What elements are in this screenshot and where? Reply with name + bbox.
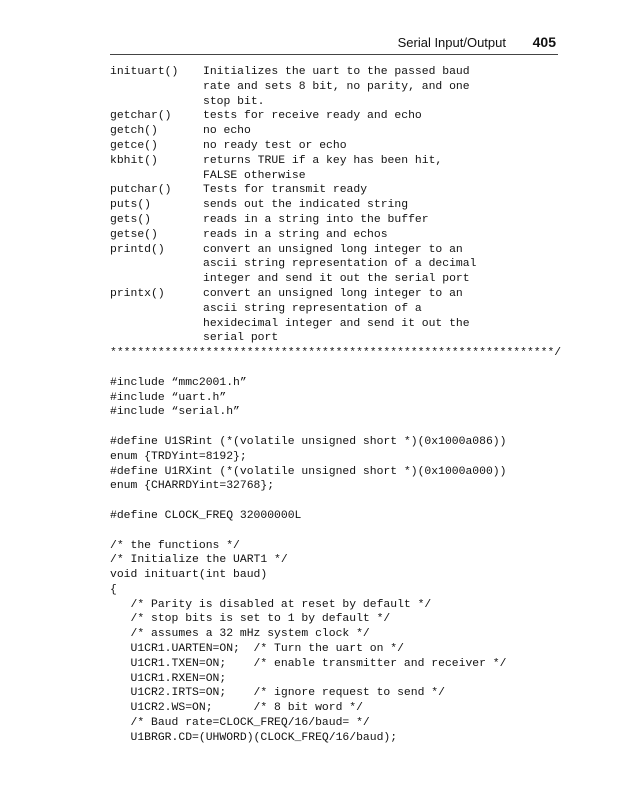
function-description: ascii string representation of a decimal xyxy=(203,258,477,271)
function-name: printd() xyxy=(110,243,165,256)
function-table-row xyxy=(110,331,570,346)
function-description: no ready test or echo xyxy=(203,139,347,152)
function-description: sends out the indicated string xyxy=(203,199,409,212)
code-line: #include “mmc2001.h” xyxy=(110,376,247,389)
code-line: U1CR1.TXEN=ON; /* enable transmitter and receiver */ xyxy=(110,657,507,670)
page-number: 405 xyxy=(532,34,556,50)
code-line: /* stop bits is set to 1 by default */ xyxy=(110,613,391,626)
code-line: U1BRGR.CD=(UHWORD)(CLOCK_FREQ/16/baud); xyxy=(110,731,398,744)
function-name xyxy=(110,331,203,346)
function-description: ascii string representation of a xyxy=(203,302,422,315)
function-description: no echo xyxy=(203,125,251,138)
function-table xyxy=(110,65,570,346)
function-table-row xyxy=(110,213,570,228)
function-name: printx() xyxy=(110,287,165,300)
function-table-row xyxy=(110,169,570,184)
function-name: kbhit() xyxy=(110,154,158,167)
function-name: getce() xyxy=(110,139,158,152)
code-line xyxy=(110,524,570,539)
function-description: serial port xyxy=(203,332,279,345)
function-description: convert an unsigned long integer to an xyxy=(203,243,463,256)
function-table-row xyxy=(110,80,570,95)
code-line: void inituart(int baud) xyxy=(110,569,268,582)
function-name xyxy=(110,80,203,95)
code-line: /* the functions */ xyxy=(110,539,240,552)
function-description: convert an unsigned long integer to an xyxy=(203,287,463,300)
function-description: hexidecimal integer and send it out the xyxy=(203,317,470,330)
code-line: /* assumes a 32 mHz system clock */ xyxy=(110,628,370,641)
code-line: /* Initialize the UART1 */ xyxy=(110,554,288,567)
function-table-row xyxy=(110,302,570,317)
function-name: getchar() xyxy=(110,110,172,123)
code-line: U1CR2.WS=ON; /* 8 bit word */ xyxy=(110,702,363,715)
code-line: U1CR1.RXEN=ON; xyxy=(110,672,227,685)
code-line: { xyxy=(110,583,117,596)
code-line: #include “uart.h” xyxy=(110,391,227,404)
function-table-row xyxy=(110,317,570,332)
code-line xyxy=(110,494,570,509)
function-description: returns TRUE if a key has been hit, xyxy=(203,154,443,167)
function-name xyxy=(110,95,203,110)
code-line: U1CR2.IRTS=ON; /* ignore request to send */ xyxy=(110,687,445,700)
code-line: #define CLOCK_FREQ 32000000L xyxy=(110,509,302,522)
function-table-row xyxy=(110,95,570,110)
code-line: /* Baud rate=CLOCK_FREQ/16/baud= */ xyxy=(110,717,370,730)
page-header xyxy=(110,32,558,55)
function-name xyxy=(110,272,203,287)
function-description: rate and sets 8 bit, no parity, and one xyxy=(203,80,470,93)
function-table-row xyxy=(110,65,570,80)
function-description: reads in a string and echos xyxy=(203,228,388,241)
function-description: Tests for transmit ready xyxy=(203,184,368,197)
code-line: U1CR1.UARTEN=ON; /* Turn the uart on */ xyxy=(110,643,404,656)
comment-end-line: *****************************************************************/ xyxy=(110,347,562,360)
function-name xyxy=(110,169,203,184)
code-listing xyxy=(110,65,570,746)
function-table-row xyxy=(110,272,570,287)
function-table-row xyxy=(110,139,570,154)
function-description: integer and send it out the serial port xyxy=(203,273,470,286)
code-body xyxy=(110,361,570,746)
code-line: /* Parity is disabled at reset by default */ xyxy=(110,598,432,611)
function-name xyxy=(110,257,203,272)
function-table-row xyxy=(110,183,570,198)
function-name: putchar() xyxy=(110,184,172,197)
function-table-row xyxy=(110,287,570,302)
function-name: getch() xyxy=(110,125,158,138)
function-table-row xyxy=(110,228,570,243)
code-line: #include “serial.h” xyxy=(110,406,240,419)
function-table-row xyxy=(110,243,570,258)
section-title: Serial Input/Output xyxy=(397,35,506,50)
code-line: #define U1RXint (*(volatile unsigned short *)(0x1000a000)) xyxy=(110,465,507,478)
function-name: puts() xyxy=(110,199,152,212)
function-description: FALSE otherwise xyxy=(203,169,306,182)
code-line: #define U1SRint (*(volatile unsigned short *)(0x1000a086)) xyxy=(110,435,507,448)
function-description: Initializes the uart to the passed baud xyxy=(203,66,470,78)
function-table-row xyxy=(110,124,570,139)
code-line xyxy=(110,420,570,435)
function-description: stop bit. xyxy=(203,95,265,108)
function-description: tests for receive ready and echo xyxy=(203,110,422,123)
code-line: enum {TRDYint=8192}; xyxy=(110,450,247,463)
code-line xyxy=(110,361,570,376)
function-table-row xyxy=(110,154,570,169)
code-line: enum {CHARRDYint=32768}; xyxy=(110,480,275,493)
function-name xyxy=(110,302,203,317)
function-name: gets() xyxy=(110,213,152,226)
function-name xyxy=(110,317,203,332)
function-name: getse() xyxy=(110,228,158,241)
function-table-row xyxy=(110,198,570,213)
function-name: inituart() xyxy=(110,66,179,78)
function-table-row xyxy=(110,109,570,124)
function-table-row xyxy=(110,257,570,272)
function-description: reads in a string into the buffer xyxy=(203,213,429,226)
